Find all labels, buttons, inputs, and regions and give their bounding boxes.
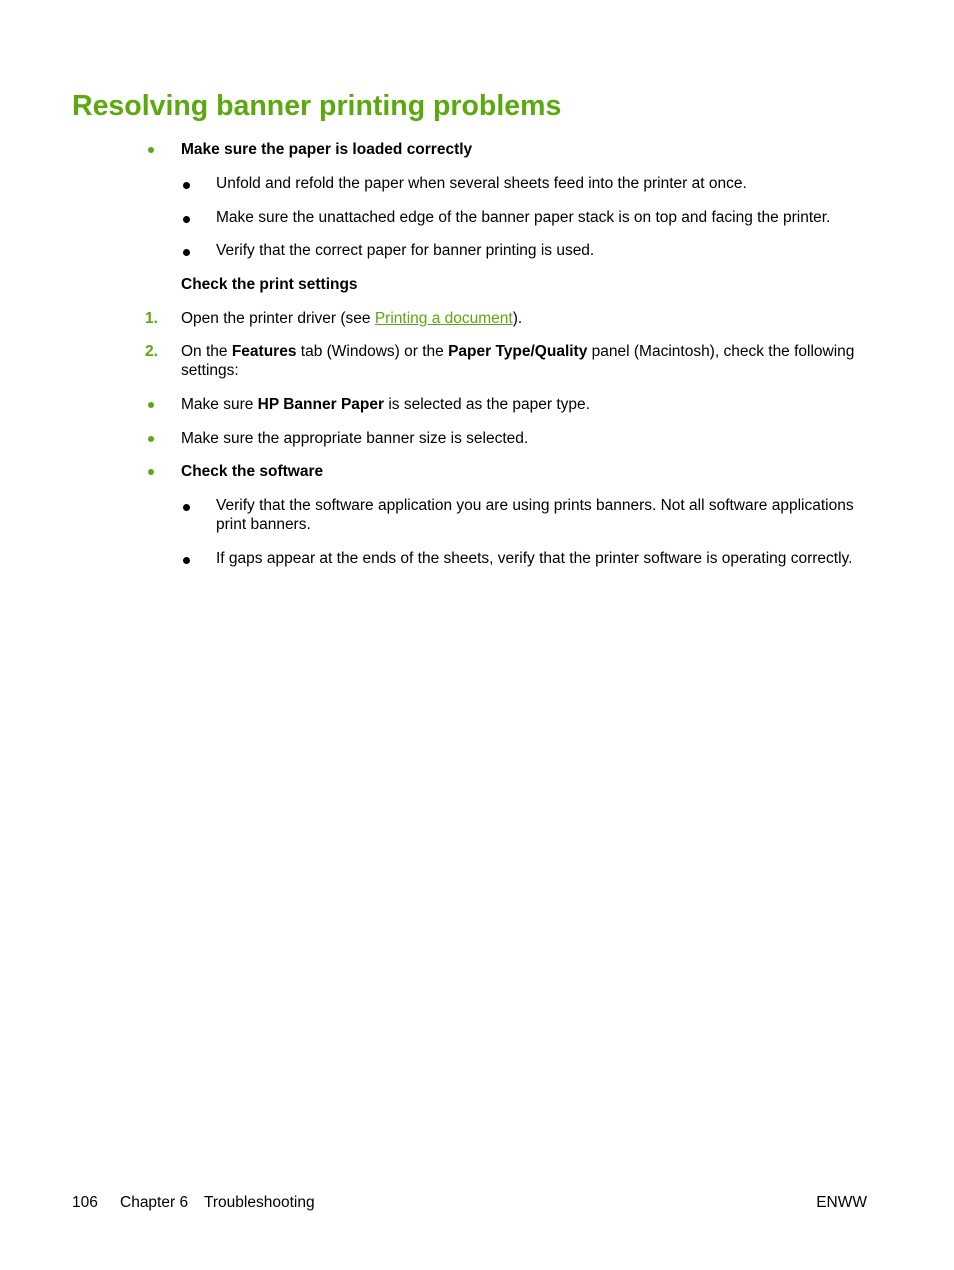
- step-number: 2.: [145, 343, 158, 360]
- black-bullet-icon: [183, 504, 190, 511]
- green-bullet-icon: [148, 436, 154, 442]
- section-heading-print-settings: Check the print settings: [181, 276, 358, 293]
- section-heading-paper: Make sure the paper is loaded correctly: [181, 141, 473, 158]
- green-bullet-icon: [148, 147, 154, 153]
- step-number: 1.: [145, 310, 158, 327]
- list-item: Verify that the software application you are using prints banners. Not all software applications print banners.: [216, 497, 854, 533]
- black-bullet-icon: [183, 182, 190, 189]
- list-item: Make sure the unattached edge of the banner paper stack is on top and facing the printer.: [216, 209, 831, 226]
- list-item: Verify that the correct paper for banner printing is used.: [216, 242, 595, 259]
- list-item: Make sure HP Banner Paper is selected as the paper type.: [181, 396, 590, 413]
- page-title: Resolving banner printing problems: [72, 90, 562, 122]
- footer-enww: ENWW: [816, 1194, 867, 1211]
- section-heading-software: Check the software: [181, 463, 324, 480]
- green-bullet-icon: [148, 402, 154, 408]
- step-text: On the Features tab (Windows) or the Paper Type/Quality panel (Macintosh), check the following settings:: [181, 343, 855, 379]
- list-item: If gaps appear at the ends of the sheets, verify that the printer software is operating correctly.: [216, 550, 853, 567]
- list-item: Make sure the appropriate banner size is selected.: [181, 430, 529, 447]
- black-bullet-icon: [183, 557, 190, 564]
- footer-chapter: Chapter 6: [120, 1194, 189, 1211]
- footer-chapter-title: Troubleshooting: [204, 1194, 315, 1211]
- step-text: Open the printer driver (see Printing a document).: [181, 310, 523, 327]
- printing-document-link[interactable]: Printing a document: [374, 310, 513, 327]
- page-number: 106: [72, 1194, 98, 1211]
- black-bullet-icon: [183, 216, 190, 223]
- green-bullet-icon: [148, 469, 154, 475]
- list-item: Unfold and refold the paper when several sheets feed into the printer at once.: [216, 175, 747, 192]
- black-bullet-icon: [183, 249, 190, 256]
